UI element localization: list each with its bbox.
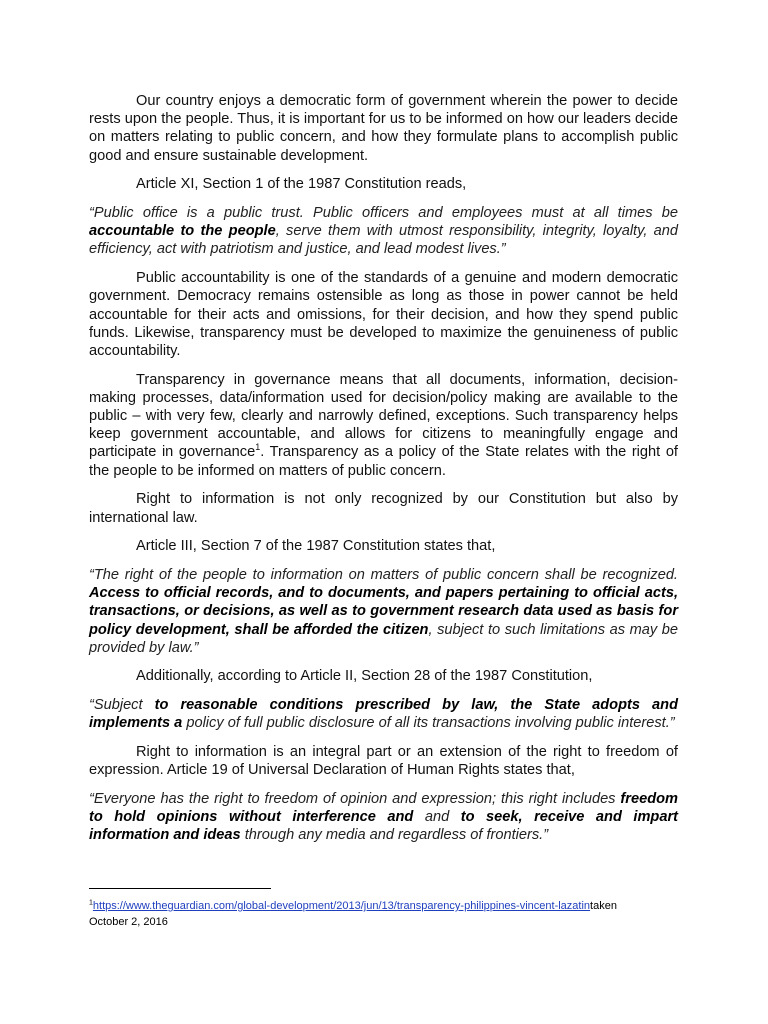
footnote-link[interactable]: https://www.theguardian.com/global-development/2013/jun/13/transparency-philippines-vincent-lazatin [92, 900, 591, 912]
quote-text: “The right of the people to information on matters of public concern shall be recognized. [89, 566, 678, 583]
footnote [89, 898, 689, 930]
paragraph-transparency [89, 371, 678, 480]
footnote-suffix: taken [590, 900, 617, 912]
quote-text: , serve them with utmost responsibility, integrity, loyalty, and efficiency, act with patriotism and justice, and lead modest lives.” [89, 223, 679, 258]
quote-article-iii [89, 566, 678, 657]
quote-text: , subject to such limitations as may be provided by law.” [89, 621, 678, 656]
quote-article-ii [89, 696, 678, 732]
paragraph-article-xi-intro: Article XI, Section 1 of the 1987 Constitution reads, [136, 176, 467, 193]
quote-text: “Public office is a public trust. Public officers and employees must at all times be [89, 205, 678, 222]
quote-text: “Subject [89, 697, 155, 714]
quote-emphasis: freedom to hold opinions without interference and [89, 791, 678, 826]
quote-text: “Everyone has the right to freedom of opinion and expression; this right includes [89, 791, 621, 807]
footnote-number: 1 [89, 899, 93, 907]
quote-emphasis: accountable to the people [89, 223, 276, 240]
quote-text: policy of full public disclosure of all its transactions involving public interest.” [182, 715, 675, 732]
footnote-reference[interactable]: 1 [255, 442, 261, 453]
paragraph-accountability: Public accountability is one of the standards of a genuine and modern democratic government. Democracy remains ostensible as long as those in power cannot be held accountable for their acts and omissions, for their decision, and how they spend public funds. Likewise, transparency must be developed to maximize the genuineness of public accountability. [89, 270, 678, 359]
quote-text: and [424, 809, 461, 826]
quote-emphasis: Access to official records, and to documents, and papers pertaining to official acts, transactions, or decisions, as well as to government research data used as basis for policy development, shall be afforded the citizen [89, 585, 678, 638]
quote-emphasis: to seek, receive and impart information and ideas [89, 809, 678, 844]
paragraph-text: . Transparency as a policy of the State relates with the right of the people to be informed on matters of public concern. [89, 444, 678, 479]
paragraph-text: Transparency in governance means that all documents, information, decision-making processes, data/information used for decision/policy making are available to the public – with very few, clearly and narrowly defined, exceptions. Such transparency helps keep government accountable, and allows for citizens to meaningfully engage and participate in governance [89, 371, 678, 461]
paragraph-article-ii-intro: Additionally, according to Article II, Section 28 of the 1987 Constitution, [136, 668, 593, 685]
paragraph-freedom-of-expression: Right to information is an integral part or an extension of the right to freedom of expression. Article 19 of Universal Declaration of Human Rights states that, [89, 744, 678, 779]
footnote-date: October 2, 2016 [89, 916, 168, 928]
quote-article-xi [89, 204, 678, 259]
quote-text: through any media and regardless of frontiers.” [240, 827, 549, 844]
footnote-separator [89, 888, 271, 889]
quote-emphasis: to reasonable conditions prescribed by law, the State adopts and implements a [89, 697, 678, 732]
quote-udhr-article-19 [89, 790, 678, 845]
paragraph-intro: Our country enjoys a democratic form of government wherein the power to decide rests upon the people. Thus, it is important for us to be informed on how our leaders decide on matters relating to public concern, and how they formulate plans to accomplish public good and ensure sustainable development. [89, 93, 678, 164]
paragraph-article-iii-intro: Article III, Section 7 of the 1987 Constitution states that, [136, 538, 496, 555]
paragraph-right-to-information: Right to information is not only recognized by our Constitution but also by international law. [89, 491, 678, 526]
document-body [89, 92, 678, 855]
